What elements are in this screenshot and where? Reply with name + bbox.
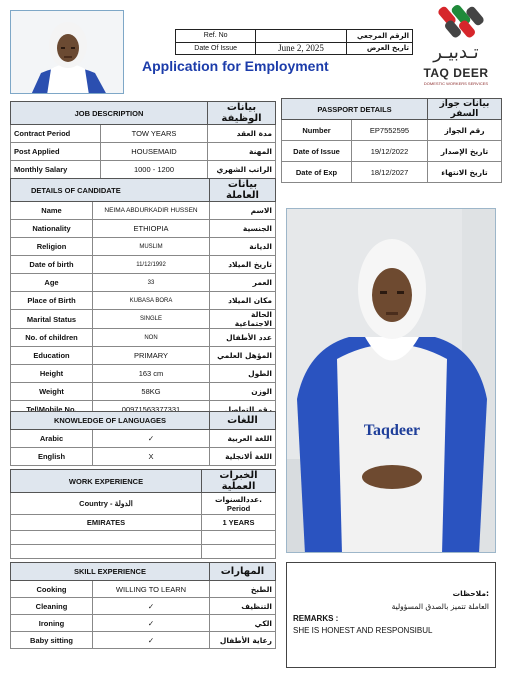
age-label-ar: العمر bbox=[210, 274, 276, 292]
work-row bbox=[11, 515, 276, 531]
remarks-label: REMARKS : bbox=[293, 614, 339, 623]
ref-value bbox=[256, 30, 346, 43]
candidate-details-table bbox=[10, 178, 276, 419]
name-label-ar: الاسم bbox=[210, 202, 276, 220]
monthly-salary-value: 1000 - 1200 bbox=[101, 161, 208, 179]
logo-text: TAQ DEER bbox=[423, 66, 489, 80]
language-row bbox=[11, 430, 276, 448]
phone-value: 00971563377331 bbox=[93, 401, 210, 419]
cleaning-label: Cleaning bbox=[11, 598, 93, 615]
passport-number-label-ar: رقم الجواز bbox=[428, 120, 502, 141]
passport-expiry-value: 18/12/2027 bbox=[352, 162, 428, 183]
religion-label: Religion bbox=[11, 238, 93, 256]
name-value: NEIMA ABDURKADIR HUSSEN bbox=[93, 202, 210, 220]
job-title-ar: بيانات الوظيفة bbox=[208, 102, 276, 125]
job-description-table bbox=[10, 101, 276, 179]
cooking-label-ar: الطبخ bbox=[210, 581, 276, 598]
ref-label-ar: الرقم المرجعي bbox=[346, 30, 412, 43]
age-value: 33 bbox=[93, 274, 210, 292]
religion-value: MUSLIM bbox=[93, 238, 210, 256]
work-row-empty bbox=[11, 531, 276, 545]
passport-title: PASSPORT DETAILS bbox=[282, 99, 428, 120]
candidate-full-photo bbox=[286, 208, 496, 553]
job-row bbox=[11, 143, 276, 161]
skills-title-ar: المهارات bbox=[210, 563, 276, 581]
page-title: Application for Employment bbox=[142, 58, 329, 74]
candidate-row bbox=[11, 383, 276, 401]
candidate-row bbox=[11, 274, 276, 292]
passport-issue-value: 19/12/2022 bbox=[352, 141, 428, 162]
cleaning-value: ✓ bbox=[93, 598, 210, 615]
passport-row bbox=[282, 120, 502, 141]
work-period-value: 1 YEARS bbox=[202, 515, 276, 531]
notes-label-ar: ملاحظات: bbox=[452, 589, 489, 598]
dob-label-ar: تاريخ الميلاد bbox=[210, 256, 276, 274]
post-applied-label: Post Applied bbox=[11, 143, 101, 161]
babysitting-value: ✓ bbox=[93, 632, 210, 649]
religion-label-ar: الديانة bbox=[210, 238, 276, 256]
marital-status-label-ar: الحالة الاجتماعية bbox=[210, 310, 276, 329]
arabic-label: Arabic bbox=[11, 430, 93, 448]
languages-title-ar: اللغات bbox=[210, 412, 276, 430]
skill-row bbox=[11, 615, 276, 632]
ironing-label-ar: الكي bbox=[210, 615, 276, 632]
language-row bbox=[11, 448, 276, 466]
date-value: June 2, 2025 bbox=[256, 42, 346, 55]
work-row-empty bbox=[11, 545, 276, 559]
weight-label: Weight bbox=[11, 383, 93, 401]
arabic-value: ✓ bbox=[93, 430, 210, 448]
post-applied-value: HOUSEMAID bbox=[101, 143, 208, 161]
ironing-value: ✓ bbox=[93, 615, 210, 632]
candidate-row bbox=[11, 310, 276, 329]
post-applied-label-ar: المهنة bbox=[208, 143, 276, 161]
phone-label: Tel\Mobile No. bbox=[11, 401, 93, 419]
work-header-row bbox=[11, 493, 276, 515]
reference-box bbox=[175, 29, 413, 55]
place-of-birth-label: Place of Birth bbox=[11, 292, 93, 310]
phone-label-ar: رقم التواصل bbox=[210, 401, 276, 419]
children-label: No. of children bbox=[11, 329, 93, 347]
languages-table bbox=[10, 411, 276, 466]
education-label-ar: المؤهل العلمي bbox=[210, 347, 276, 365]
skill-row bbox=[11, 632, 276, 649]
contract-period-label: Contract Period bbox=[11, 125, 101, 143]
nationality-label-ar: الجنسية bbox=[210, 220, 276, 238]
cooking-label: Cooking bbox=[11, 581, 93, 598]
english-label: English bbox=[11, 448, 93, 466]
candidate-row bbox=[11, 238, 276, 256]
remarks-text: SHE IS HONEST AND RESPONSIBUL bbox=[293, 626, 433, 635]
languages-title: KNOWLEDGE OF LANGUAGES bbox=[11, 412, 210, 430]
education-value: PRIMARY bbox=[93, 347, 210, 365]
candidate-row bbox=[11, 292, 276, 310]
contract-period-label-ar: مدة العقد bbox=[208, 125, 276, 143]
education-label: Education bbox=[11, 347, 93, 365]
passport-expiry-label-ar: تاريخ الانتهاء bbox=[428, 162, 502, 183]
height-value: 163 cm bbox=[93, 365, 210, 383]
dob-label: Date of birth bbox=[11, 256, 93, 274]
skills-table bbox=[10, 562, 276, 649]
nationality-value: ETHIOPIA bbox=[93, 220, 210, 238]
job-row bbox=[11, 125, 276, 143]
logo-subtitle: DOMESTIC WORKERS SERVICES bbox=[423, 81, 489, 86]
date-label: Date Of Issue bbox=[176, 42, 256, 55]
monthly-salary-label: Monthly Salary bbox=[11, 161, 101, 179]
children-label-ar: عدد الأطفال bbox=[210, 329, 276, 347]
place-of-birth-label-ar: مكان الميلاد bbox=[210, 292, 276, 310]
skills-title: SKILL EXPERIENCE bbox=[11, 563, 210, 581]
headshot-illustration bbox=[11, 11, 124, 94]
passport-row bbox=[282, 162, 502, 183]
work-country-header: Country - الدولة bbox=[11, 493, 202, 515]
monthly-salary-label-ar: الراتب الشهري bbox=[208, 161, 276, 179]
marital-status-label: Marital Status bbox=[11, 310, 93, 329]
job-title: JOB DESCRIPTION bbox=[11, 102, 208, 125]
work-period-header-ar: عددالسنوات. bbox=[214, 494, 263, 504]
passport-title-ar: بيانات جواز السفر bbox=[428, 99, 502, 120]
work-period-header bbox=[202, 493, 276, 515]
passport-number-value: EP7552595 bbox=[352, 120, 428, 141]
remarks-box bbox=[286, 562, 496, 668]
nationality-label: Nationality bbox=[11, 220, 93, 238]
date-label-ar: تاريخ العرض bbox=[346, 42, 412, 55]
candidate-row bbox=[11, 256, 276, 274]
height-label: Height bbox=[11, 365, 93, 383]
passport-number-label: Number bbox=[282, 120, 352, 141]
arabic-label-ar: اللغة العربية bbox=[210, 430, 276, 448]
cooking-value: WILLING TO LEARN bbox=[93, 581, 210, 598]
passport-row bbox=[282, 141, 502, 162]
marital-status-value: SINGLE bbox=[93, 310, 210, 329]
candidate-title: DETAILS OF CANDIDATE bbox=[11, 179, 210, 202]
skill-row bbox=[11, 581, 276, 598]
job-row bbox=[11, 161, 276, 179]
babysitting-label-ar: رعاية الأطفال bbox=[210, 632, 276, 649]
work-period-header-en: Period bbox=[226, 503, 251, 513]
cleaning-label-ar: التنظيف bbox=[210, 598, 276, 615]
age-label: Age bbox=[11, 274, 93, 292]
work-country-value: EMIRATES bbox=[11, 515, 202, 531]
height-label-ar: الطول bbox=[210, 365, 276, 383]
ironing-label: Ironing bbox=[11, 615, 93, 632]
name-label: Name bbox=[11, 202, 93, 220]
logo-text-ar: تـدبيـر bbox=[433, 42, 479, 63]
skill-row bbox=[11, 598, 276, 615]
passport-expiry-label: Date of Exp bbox=[282, 162, 352, 183]
passport-issue-label-ar: تاريخ الإصدار bbox=[428, 141, 502, 162]
children-value: NON bbox=[93, 329, 210, 347]
work-experience-table bbox=[10, 469, 276, 559]
weight-value: 58KG bbox=[93, 383, 210, 401]
babysitting-label: Baby sitting bbox=[11, 632, 93, 649]
candidate-title-ar: بيانات العاملة bbox=[210, 179, 276, 202]
place-of-birth-value: KUBASA BORA bbox=[93, 292, 210, 310]
remarks-text-ar: العاملة تتميز بالصدق المسؤولية bbox=[391, 602, 489, 611]
passport-issue-label: Date of Issue bbox=[282, 141, 352, 162]
full-photo-illustration bbox=[287, 209, 496, 553]
work-title: WORK EXPERIENCE bbox=[11, 470, 202, 493]
work-title-ar: الخبرات العملية bbox=[202, 470, 276, 493]
shirt-text: Taqdeer bbox=[363, 422, 421, 439]
candidate-row bbox=[11, 202, 276, 220]
candidate-row bbox=[11, 220, 276, 238]
candidate-row bbox=[11, 329, 276, 347]
dob-value: 11/12/1992 bbox=[93, 256, 210, 274]
candidate-row bbox=[11, 365, 276, 383]
english-label-ar: اللغة ألانجلية bbox=[210, 448, 276, 466]
contract-period-value: TOW YEARS bbox=[101, 125, 208, 143]
ref-label: Ref. No bbox=[176, 30, 256, 43]
weight-label-ar: الوزن bbox=[210, 383, 276, 401]
candidate-row bbox=[11, 347, 276, 365]
candidate-headshot-photo bbox=[10, 10, 124, 94]
english-value: X bbox=[93, 448, 210, 466]
passport-details-table bbox=[281, 98, 502, 183]
